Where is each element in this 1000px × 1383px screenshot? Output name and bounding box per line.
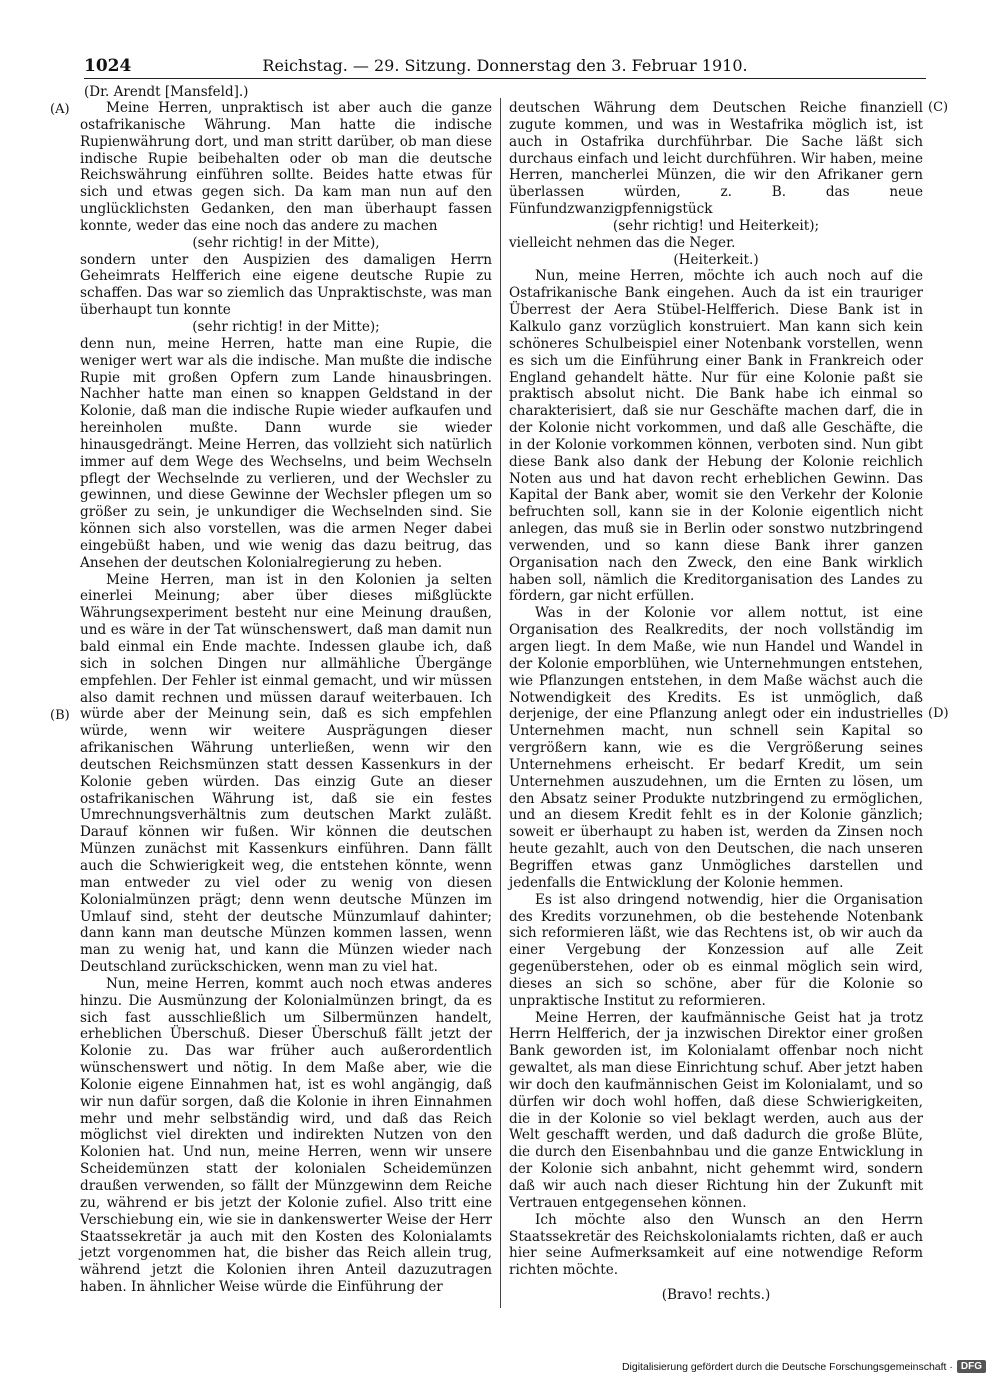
paragraph: vielleicht nehmen das die Neger. xyxy=(509,234,736,251)
dfg-logo-icon: DFG xyxy=(957,1360,986,1373)
page-number: 1024 xyxy=(84,56,132,76)
interjection: (sehr richtig! in der Mitte), xyxy=(192,234,380,251)
footer-text: Digitalisierung gefördert durch die Deutsche Forschungsgemeinschaft · xyxy=(621,1360,953,1373)
margin-mark-d: (D) xyxy=(928,706,949,721)
paragraph: Meine Herren, der kaufmännische Geist hat ja trotz Herrn Helfferich, der ja inzwischen Direktor einer großen Bank geworden ist, im Kolonialamt offenbar noch nicht gewaltet, als man diese Einrichtung schuf. Aber jetzt haben wir doch den kaufmännischen Geist im Kolonialamt, und so dürfen wir doch wohl hoffen, daß diese Schwierigkeiten, die in der Kolonie so viel beklagt werden, auch aus der Welt geschafft werden, und daß dadurch die große Blüte, die durch den Eisenbahnbau und die ganze Entwicklung in der Kolonie sich anbahnt, nicht gehemmt wird, sondern daß wir auch nach dieser Richtung hin der Zukunft mit Vertrauen entgegensehen können. xyxy=(509,1009,923,1211)
speaker-note: (Dr. Arendt [Mansfeld].) xyxy=(84,84,249,100)
interjection: (sehr richtig! und Heiterkeit); xyxy=(612,217,820,234)
paragraph: Es ist also dringend notwendig, hier die Organisation des Kredits vorzunehmen, ob die bestehende Notenbank sich reformieren läßt, wie das Rechtens ist, ob wir auch da einer Vergebung der Konzession auf alle Zeit gegenüberstehen, oder ob es einmal möglich sein wird, dieses an sich so schöne, aber für die Kolonie so unpraktische Institut zu reformieren. xyxy=(509,891,923,1009)
page-title: Reichstag. — 29. Sitzung. Donnerstag den 3. Februar 1910. xyxy=(262,56,748,75)
right-column xyxy=(509,100,923,1304)
paragraph: denn nun, meine Herren, hatte man eine Rupie, die weniger wert war als die indische. Man mußte die indische Rupie mit großen Opfern zum Lande hinausbringen. Nachher hatte man einen so knappen Geldstand in der Kolonie, daß man die indische Rupie wieder aufkaufen und hereinholen mußte. Dann wurde sie wieder hinausgedrängt. Meine Herren, das vollzieht sich natürlich immer auf dem Wege des Wechselns, und beim Wechseln pflegt der Wechselnde zu verlieren, und der Wechsler zu gewinnen, und diese Gewinne der Wechsler pflegen um so größer zu sein, je unkundiger die Wechselnden sind. Sie können sich also vorstellen, was die armen Neger dabei eingebüßt haben, und wie wenig das dazu beitrug, das Ansehen der deutschen Kolonialregierung zu heben. xyxy=(80,335,492,571)
column-divider xyxy=(500,98,501,1308)
interjection: (Heiterkeit.) xyxy=(673,251,759,268)
interjection: (Bravo! rechts.) xyxy=(661,1287,771,1304)
margin-mark-b: (B) xyxy=(50,708,70,723)
paragraph: Was in der Kolonie vor allem nottut, ist eine Organisation des Realkredits, der noch vollständig im argen liegt. In dem Maße, wie nun Handel und Wandel in der Kolonie emporblühen, wie Unternehmungen entstehen, wie Pflanzungen entstehen, in dem Maße wächst auch die Notwendigkeit des Kredits. Es ist unmöglich, daß derjenige, der eine Pflanzung anlegt oder ein industrielles Unternehmen macht, nun schnell sein Kapital so vergrößern kann, wie es die Vergrößerung seines Unternehmens erheischt. Er bedarf Kredit, um sein Unternehmen auszudehnen, um die Ernten zu lösen, um den Absatz seiner Produkte nutzbringend zu ermöglichen, und an diesem Kredit fehlt es in der Kolonie gänzlich; soweit er überhaupt zu haben ist, werden da Zinsen noch heute gezahlt, auch von den Deutschen, die nach unseren Begriffen etwas ganz Unmögliches darstellen und jedenfalls die Entwicklung der Kolonie hemmen. xyxy=(509,605,923,891)
paragraph: sondern unter den Auspizien des damaligen Herrn Geheimrats Helfferich eine eigene deutsche Rupie zu schaffen. Das war so ziemlich das Unpraktischste, was man überhaupt tun konnte xyxy=(80,251,492,319)
paragraph: Meine Herren, unpraktisch ist aber auch die ganze ostafrikanische Währung. Man hatte die indische Rupienwährung dort, und man stritt darüber, ob man diese indische Rupie beibehalten oder ob man die deutsche Reichswährung einführen sollte. Beides hatte etwas für sich und etwas gegen sich. Da kam man nun auf den unglücklichsten Gedanken, den man überhaupt fassen konnte, weder das eine noch das andere zu machen xyxy=(80,100,492,234)
digitization-footer xyxy=(622,1360,986,1373)
paragraph: Nun, meine Herren, möchte ich auch noch auf die Ostafrikanische Bank eingehen. Auch da ist ein trauriger Überrest der Aera Stübel-Helfferich. Diese Bank ist in Kalkulo ganz vorzüglich konstruiert. Man kann sich kein schöneres Schulbeispiel einer Notenbank vorstellen, wenn es sich um die Einführung einer Bank in Frankreich oder England gehandelt hätte. Nur für eine Kolonie paßt sie praktisch absolut nicht. Die Bank habe ich einmal so charakterisiert, daß sie nur Geschäfte machen darf, die in der Kolonie nicht vorkommen, und daß alle Geschäfte, die in der Kolonie vorkommen können, verboten sind. Nun gibt diese Bank also dank der Hebung der Kolonie reichlich Noten aus und hat davon recht erheblichen Gewinn. Das Kapital der Bank aber, womit sie den Verkehr der Kolonie befruchten soll, kann sie in der Kolonie eigentlich nicht anlegen, das muß sie in Berlin oder sonstwo nutzbringend verwenden, und so kann diese Bank ihrer ganzen Organisation nach den Zweck, den eine Bank wirklich haben soll, nämlich die Kreditorganisation des Landes zu fördern, gar nicht erfüllen. xyxy=(509,268,923,605)
paragraph: Meine Herren, man ist in den Kolonien ja selten einerlei Meinung; aber über dieses mißglückte Währungsexperiment besteht nur eine Meinung draußen, und es wäre in der Tat wünschenswert, daß man damit nun bald einmal ein Ende machte. Indessen glaube ich, daß sich in solchen Dingen nur allmähliche Übergänge empfehlen. Der Fehler ist einmal gemacht, und wir müssen also damit rechnen und müssen darauf weiterbauen. Ich würde aber der Meinung sein, daß es sich empfehlen würde, wenn wir weitere Ausprägungen dieser afrikanischen Währung unterließen, wenn wir den deutschen Reichsmünzen statt dessen Kassenkurs in der Kolonie geben würden. Das einzig Gute an dieser ostafrikanischen Währung ist, daß sie ein festes Umrechnungsverhältnis zum deutschen Markt zuläßt. Darauf können wir fußen. Wir können die deutschen Münzen zunächst mit Kassenkurs einführen. Dann fällt auch die Schwierigkeit weg, die entstehen könnte, wenn man entweder zu viel oder zu wenig von diesen Kolonialmünzen prägt; denn wenn deutsche Münzen im Umlauf sind, steht der deutsche Münzumlauf dahinter; dann kann man deutsche Münzen kommen lassen, wenn man zu wenig hat, und kann die Münzen wieder nach Deutschland zurückschicken, wenn man zu viel hat. xyxy=(80,571,492,976)
paragraph: Nun, meine Herren, kommt auch noch etwas anderes hinzu. Die Ausmünzung der Kolonialmünzen bringt, da es sich fast ausschließlich um Silbermünzen handelt, erheblichen Überschuß. Dieser Überschuß fällt jetzt der Kolonie zu. Das war früher auch außerordentlich wünschenswert und nötig. In dem Maße aber, wie die Kolonie eigene Einnahmen hat, ist es wohl angängig, daß wir nun dafür sorgen, daß die Kolonie in ihren Einnahmen mehr und mehr selbständig wird, und daß das Reich möglichst viel direkten und indirekten Nutzen von den Kolonien hat. Und nun, meine Herren, wenn wir unsere Scheidemünzen statt der kolonialen Scheidemünzen draußen verwenden, so fällt der Münzgewinn dem Reiche zu, während er bis jetzt der Kolonie zufiel. Also tritt eine Verschiebung ein, wie sie in dankenswerter Weise der Herr Staatssekretär ja auch mit den Kosten des Kolonialamts jetzt vorgenommen hat, die bisher das Reich allein trug, während jetzt die Kolonien ihren Anteil dazuzutragen haben. In ähnlicher Weise würde die Einführung der xyxy=(80,975,492,1296)
page-header xyxy=(84,56,926,79)
margin-mark-c: (C) xyxy=(928,100,949,115)
left-column xyxy=(80,100,492,1296)
paragraph: Ich möchte also den Wunsch an den Herrn Staatssekretär des Reichskolonialamts richten, daß er auch hier seine Aufmerksamkeit auf eine notwendige Reform richten möchte. xyxy=(509,1211,923,1279)
interjection: (sehr richtig! in der Mitte); xyxy=(192,318,380,335)
margin-mark-a: (A) xyxy=(50,102,70,117)
paragraph: deutschen Währung dem Deutschen Reiche finanziell zugute kommen, und was in Westafrika möglich ist, ist auch in Ostafrika durchführbar. Die Sache läßt sich durchaus einfach und leicht durchführen. Wir haben, meine Herren, mancherlei Münzen, die wir den Afrikaner gern überlassen würden, z. B. das neue Fünfundzwanzigpfennigstück xyxy=(509,100,923,218)
